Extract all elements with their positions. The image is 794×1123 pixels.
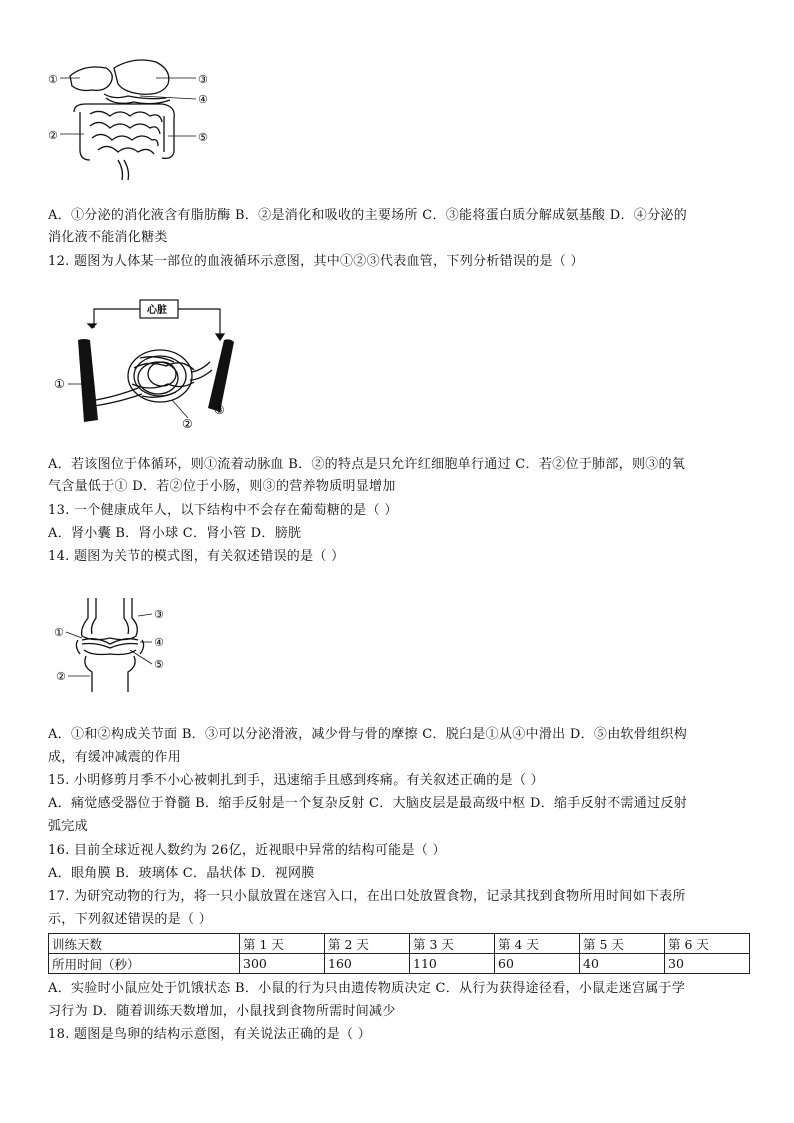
- table-cell: 40: [580, 954, 665, 974]
- table-cell: 第 1 天: [240, 934, 325, 954]
- q11-options: A．①分泌的消化液含有脂肪酶 B．②是消化和吸收的主要场所 C．③能将蛋白质分解成氨基酸 D．④分泌的: [48, 208, 688, 223]
- table-cell: 所用时间（秒）: [49, 954, 240, 974]
- vessel-label-1: ①: [54, 377, 65, 391]
- blood-circulation-figure: [48, 296, 248, 436]
- q15-options: A．痛觉感受器位于脊髓 B．缩手反射是一个复杂反射 C．大脑皮层是最高级中枢 D．缩手反射不需通过反射: [48, 796, 688, 811]
- q14-stem: 14. 题图为关节的模式图，有关叙述错误的是（ ）: [48, 549, 345, 564]
- q13-options: A．肾小囊 B．肾小球 C．肾小管 D．膀胱: [48, 526, 302, 541]
- joint-label-1: ①: [54, 626, 64, 639]
- table-cell: 160: [325, 954, 410, 974]
- table-cell: 60: [495, 954, 580, 974]
- q16-options: A．眼角膜 B．玻璃体 C．晶状体 D．视网膜: [48, 866, 315, 881]
- q12-stem: 12. 题图为人体某一部位的血液循环示意图，其中①②③代表血管，下列分析错误的是（ ）: [48, 254, 584, 269]
- q16-stem: 16. 目前全球近视人数约为 26亿，近视眼中异常的结构可能是（ ）: [48, 843, 446, 858]
- heart-label: 心脏: [147, 305, 167, 316]
- q18-stem: 18. 题图是鸟卵的结构示意图，有关说法正确的是（ ）: [48, 1027, 372, 1042]
- q14-options-cont: 成，有缓冲减震的作用: [48, 750, 182, 765]
- joint-label-2: ②: [56, 670, 66, 683]
- training-table: [48, 933, 750, 974]
- table-cell: 第 5 天: [580, 934, 665, 954]
- q14-options: A．①和②构成关节面 B．③可以分泌滑液，减少骨与骨的摩擦 C．脱臼是①从④中滑出 D．⑤由软骨组织构: [48, 727, 688, 742]
- vessel-label-3: ③: [214, 403, 225, 417]
- table-row: [49, 934, 750, 954]
- q17-stem-cont: 示，下列叙述错误的是（ ）: [48, 912, 213, 927]
- table-cell: 第 2 天: [325, 934, 410, 954]
- table-cell: 第 6 天: [665, 934, 750, 954]
- digestive-system-figure: [44, 56, 214, 186]
- q11-options-cont: 消化液不能消化糖类: [48, 230, 168, 245]
- table-row: [49, 954, 750, 974]
- vessel-label-2: ②: [182, 417, 193, 431]
- table-cell: 110: [410, 954, 495, 974]
- label-1: ①: [48, 73, 58, 86]
- table-cell: 30: [665, 954, 750, 974]
- table-cell: 第 4 天: [495, 934, 580, 954]
- joint-figure: [52, 596, 172, 696]
- label-2: ②: [48, 129, 58, 142]
- q13-stem: 13. 一个健康成年人，以下结构中不会存在葡萄糖的是（ ）: [48, 503, 398, 518]
- label-3: ③: [198, 73, 208, 86]
- label-5: ⑤: [198, 131, 208, 144]
- q17-stem: 17. 为研究动物的行为，将一只小鼠放置在迷宫入口，在出口处放置食物，记录其找到食物所用时间如下表所: [48, 889, 686, 904]
- q15-options-cont: 弧完成: [48, 819, 88, 834]
- table-cell: 第 3 天: [410, 934, 495, 954]
- joint-label-3: ③: [154, 608, 164, 621]
- q12-options: A．若该图位于体循环，则①流着动脉血 B．②的特点是只允许红细胞单行通过 C．若②位于肺部，则③的氧: [48, 457, 686, 472]
- q12-options-cont: 气含量低于① D．若②位于小肠，则③的营养物质明显增加: [48, 479, 396, 494]
- q15-stem: 15. 小明修剪月季不小心被刺扎到手，迅速缩手且感到疼痛。有关叙述正确的是（ ）: [48, 773, 544, 788]
- label-4: ④: [198, 93, 208, 106]
- joint-label-4: ④: [154, 636, 164, 649]
- joint-label-5: ⑤: [154, 658, 164, 671]
- table-cell: 训练天数: [49, 934, 240, 954]
- q17-options-cont: 习行为 D．随着训练天数增加，小鼠找到食物所需时间减少: [48, 1004, 396, 1019]
- q17-options: A．实验时小鼠应处于饥饿状态 B．小鼠的行为只由遗传物质决定 C．从行为获得途径看，小鼠走迷宫属于学: [48, 981, 686, 996]
- table-cell: 300: [240, 954, 325, 974]
